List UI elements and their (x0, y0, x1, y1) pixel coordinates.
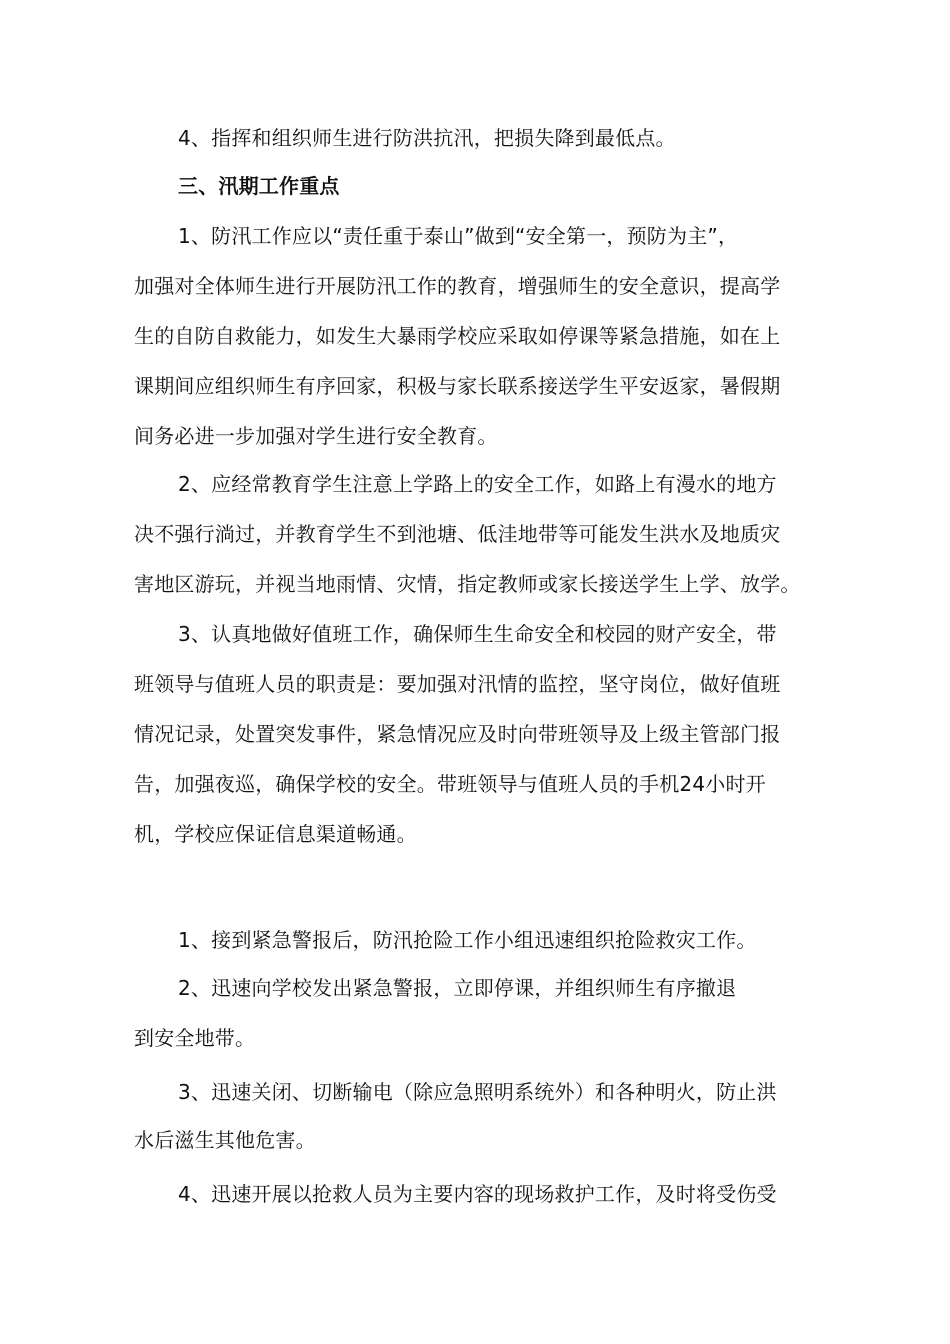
paragraph-line: 水后滋生其他危害。 (134, 1128, 316, 1152)
paragraph-line: 课期间应组织师生有序回家，积极与家长联系接送学生平安返家，暑假期 (134, 374, 781, 398)
paragraph-line: 4、指挥和组织师生进行防洪抗汛，把损失降到最低点。 (178, 126, 676, 150)
paragraph-line: 3、迅速关闭、切断输电（除应急照明系统外）和各种明火，防止洪 (178, 1080, 777, 1104)
paragraph-line: 间务必进一步加强对学生进行安全教育。 (134, 424, 498, 448)
paragraph-line: 2、应经常教育学生注意上学路上的安全工作，如路上有漫水的地方 (178, 472, 777, 496)
paragraph-line: 3、认真地做好值班工作，确保师生生命安全和校园的财产安全，带 (178, 622, 777, 646)
paragraph-line: 害地区游玩，并视当地雨情、灾情，指定教师或家长接送学生上学、放学。 (134, 572, 801, 596)
paragraph-line: 2、迅速向学校发出紧急警报，立即停课，并组织师生有序撤退 (178, 976, 737, 1000)
paragraph-line: 1、接到紧急警报后，防汛抢险工作小组迅速组织抢险救灾工作。 (178, 928, 757, 952)
paragraph-line: 情况记录，处置突发事件，紧急情况应及时向带班领导及上级主管部门报 (134, 722, 781, 746)
paragraph-line: 班领导与值班人员的职责是：要加强对汛情的监控，坚守岗位，做好值班 (134, 672, 781, 696)
section-heading: 三、汛期工作重点 (178, 174, 340, 198)
paragraph-line: 机，学校应保证信息渠道畅通。 (134, 822, 417, 846)
paragraph-line: 1、防汛工作应以“责任重于泰山”做到“安全第一，预防为主”， (178, 224, 739, 248)
paragraph-line: 决不强行淌过，并教育学生不到池塘、低洼地带等可能发生洪水及地质灾 (134, 522, 781, 546)
paragraph-line: 4、迅速开展以抢救人员为主要内容的现场救护工作，及时将受伤受 (178, 1182, 777, 1206)
paragraph-line: 告，加强夜巡，确保学校的安全。带班领导与值班人员的手机24小时开 (134, 772, 766, 796)
paragraph-line: 到安全地带。 (134, 1026, 256, 1050)
paragraph-line: 加强对全体师生进行开展防汛工作的教育，增强师生的安全意识，提高学 (134, 274, 781, 298)
paragraph-line: 生的自防自救能力，如发生大暴雨学校应采取如停课等紧急措施，如在上 (134, 324, 781, 348)
